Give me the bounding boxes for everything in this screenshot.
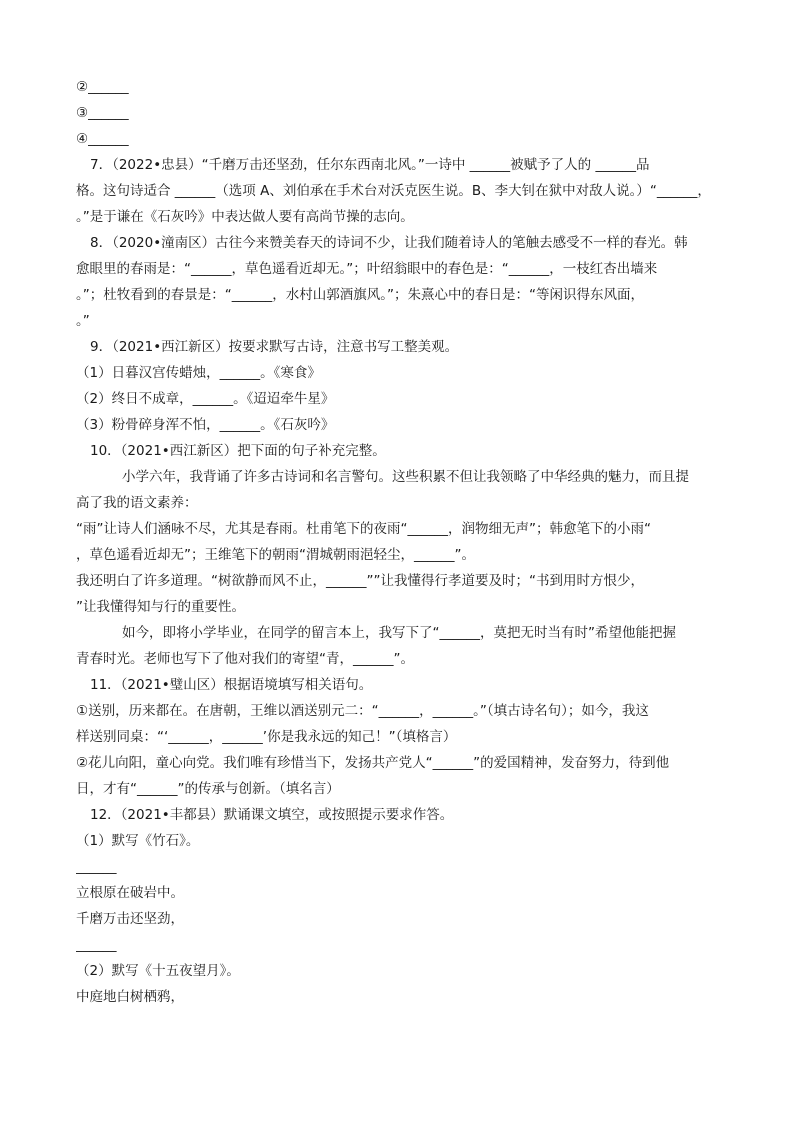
question-11-item-2-line-1: ②花儿向阳，童心向党。我们唯有珍惜当下，发扬共产党人“______”的爱国精神，发奋努力，待到他 xyxy=(76,755,670,771)
question-12-part-1-title: （1）默写《竹石》。 xyxy=(76,833,200,849)
question-9-item-3: （3）粉骨碎身浑不怕，______。《石灰吟》 xyxy=(76,417,335,433)
question-12-poem-line-3: 千磨万击还坚劲， xyxy=(76,911,184,927)
question-8-line-3: 。”；杜牧看到的春景是：“______，水村山郭酒旗风。”；朱熹心中的春日是：“等闲识得东风面， xyxy=(76,287,644,303)
question-8-line-4: 。” xyxy=(76,313,90,329)
question-10-para-3-line-1: 我还明白了许多道理。“树欲静而风不止，______””让我懂得行孝道要及时；“书到用时方恨少， xyxy=(76,573,644,589)
question-9-item-2: （2）终日不成章，______。《迢迢牵牛星》 xyxy=(76,391,335,407)
answer-blank-3: ③______ xyxy=(76,105,129,121)
question-11-item-1-line-1: ①送别，历来都在。在唐朝，王维以酒送别元二：“______，______。”（填古诗名句）；如今，我这 xyxy=(76,703,649,719)
question-12-title: 12．（2021•丰都县）默诵课文填空，或按照提示要求作答。 xyxy=(90,807,454,823)
question-8-line-2: 愈眼里的春雨是：“______，草色遥看近却无。”；叶绍翁眼中的春色是：“______，一枝红杏出墙来 xyxy=(76,261,658,277)
question-9-title: 9．（2021•西江新区）按要求默写古诗，注意书写工整美观。 xyxy=(90,339,459,355)
document-page xyxy=(76,74,716,1010)
question-8-line-1: 8．（2020•潼南区）古往今来赞美春天的诗词不少，让我们随着诗人的笔触去感受不一样的春光。韩 xyxy=(90,235,688,251)
question-11-item-1-line-2: 样送别同桌：“‘______，______’你是我永远的知己！”（填格言） xyxy=(76,729,457,745)
question-11-item-2-line-2: 日，才有“______”的传承与创新。（填名言） xyxy=(76,781,340,797)
question-12-blank-2: ______ xyxy=(76,937,117,953)
question-10-para-4-line-2: 青春时光。老师也写下了他对我们的寄望“青，______”。 xyxy=(76,651,414,667)
answer-blank-2: ②______ xyxy=(76,79,129,95)
question-9-item-1: （1）日暮汉宫传蜡烛，______。《寒食》 xyxy=(76,365,321,381)
question-7-line-1: 7．（2022•忠县）“千磨万击还坚劲，任尔东西南北风。”一诗中 ______被赋予了人的 ______品 xyxy=(90,157,650,173)
question-11-title: 11．（2021•璧山区）根据语境填写相关语句。 xyxy=(90,677,373,693)
question-7-line-2: 格。这句诗适合 ______（选项 A、刘伯承在手术台对沃克医生说。B、李大钊在狱中对敌人说。）“______， xyxy=(76,183,711,199)
question-10-para-3-line-2: ”让我懂得知与行的重要性。 xyxy=(76,599,245,615)
question-10-para-4-line-1: 如今，即将小学毕业，在同学的留言本上，我写下了“______，莫把无时当有时”希望他能把握 xyxy=(122,625,676,641)
question-10-title: 10．（2021•西江新区）把下面的句子补充完整。 xyxy=(90,443,386,459)
question-10-para-2-line-2: ，草色遥看近却无”；王维笔下的朝雨“渭城朝雨浥轻尘，______”。 xyxy=(76,547,475,563)
question-10-para-2-line-1: “雨”让诗人们涵咏不尽，尤其是春雨。杜甫笔下的夜雨“______，润物细无声”；韩愈笔下的小雨“ xyxy=(76,521,651,537)
question-12-poem-line-2: 立根原在破岩中。 xyxy=(76,885,184,901)
question-12-poem2-line-1: 中庭地白树栖鸦， xyxy=(76,989,184,1005)
question-10-para-1-line-1: 小学六年，我背诵了许多古诗词和名言警句。这些积累不但让我领略了中华经典的魅力，而且提 xyxy=(122,469,689,485)
question-10-para-1-line-2: 高了我的语文素养： xyxy=(76,495,198,511)
question-12-blank-1: ______ xyxy=(76,859,117,875)
question-7-line-3: 。”是于谦在《石灰吟》中表达做人要有高尚节操的志向。 xyxy=(76,209,414,225)
answer-blank-4: ④______ xyxy=(76,131,129,147)
question-12-part-2-title: （2）默写《十五夜望月》。 xyxy=(76,963,240,979)
